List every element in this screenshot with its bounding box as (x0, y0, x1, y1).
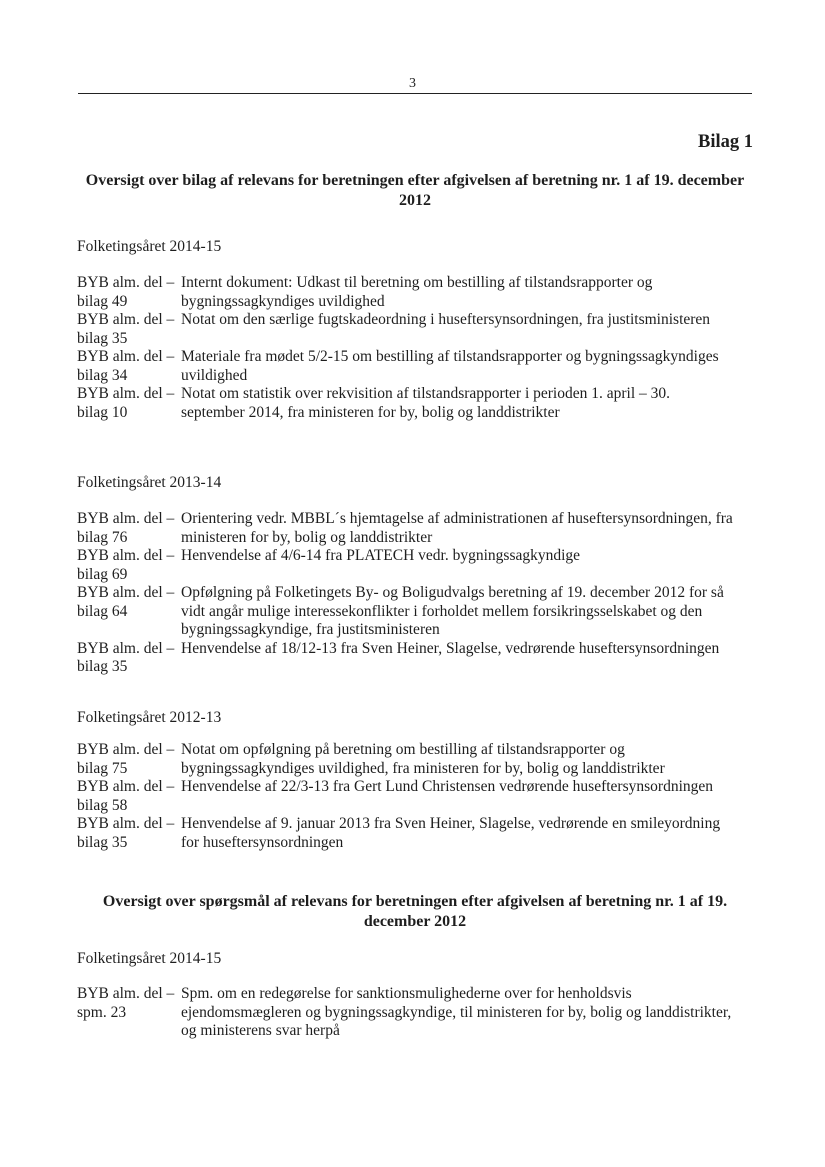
bilag-description: Internt dokument: Udkast til beretning om bestilling af tilstandsrapporter og bygningssagkyndiges uvildighed (181, 274, 653, 310)
header-rule (78, 93, 752, 94)
bilag-list-2013-14 (77, 510, 737, 677)
list-item (77, 640, 737, 677)
bilag-list-2012-13 (77, 741, 737, 852)
bilag-reference: BYB alm. del – bilag 35 (77, 639, 175, 675)
bilag-reference: BYB alm. del – bilag 75 (77, 741, 175, 777)
question-description: Spm. om en redegørelse for sanktionsmulighederne over for henholdsvis ejendomsmægleren og bygningssagkyndige, til ministeren for by, bolig og landdistrikter, og ministerens svar herpå (181, 985, 732, 1039)
bilag-reference: BYB alm. del – bilag 69 (77, 547, 175, 583)
bilag-reference: BYB alm. del – bilag 76 (77, 510, 175, 546)
list-item (77, 815, 737, 852)
bilag-reference: BYB alm. del – bilag 35 (77, 311, 175, 347)
bilag-description: Materiale fra mødet 5/2-15 om bestilling af tilstandsrapporter og bygningssagkyndiges uvildighed (181, 348, 719, 384)
list-item (77, 547, 737, 584)
year-heading-2014-15: Folketingsåret 2014-15 (77, 238, 222, 255)
bilag-description: Orientering vedr. MBBL´s hjemtagelse af administrationen af huseftersynsordningen, fra ministeren for by, bolig og landdistrikter (181, 510, 733, 546)
question-list-2014-15 (77, 985, 737, 1041)
list-item (77, 385, 737, 422)
list-item (77, 311, 737, 348)
appendix-label: Bilag 1 (698, 132, 753, 152)
bilag-reference: BYB alm. del – bilag 35 (77, 815, 175, 851)
bilag-description: Henvendelse af 4/6-14 fra PLATECH vedr. bygningssagkyndige (181, 547, 581, 564)
list-item (77, 741, 737, 778)
bilag-description: Notat om statistik over rekvisition af tilstandsrapporter i perioden 1. april – 30. september 2014, fra ministeren for by, bolig og landdistrikter (181, 385, 671, 421)
list-item (77, 510, 737, 547)
bilag-description: Notat om den særlige fugtskadeordning i huseftersynsordningen, fra justitsministeren (181, 311, 711, 328)
year-heading-2013-14: Folketingsåret 2013-14 (77, 474, 222, 491)
list-item (77, 348, 737, 385)
bilag-reference: BYB alm. del – bilag 49 (77, 274, 175, 310)
bilag-reference: BYB alm. del – bilag 10 (77, 385, 175, 421)
bilag-description: Henvendelse af 9. januar 2013 fra Sven Heiner, Slagelse, vedrørende en smileyordning for huseftersynsordningen (181, 815, 721, 851)
bilag-overview-title: Oversigt over bilag af relevans for beretningen efter afgivelsen af beretning nr. 1 af 19. december 2012 (85, 172, 745, 209)
bilag-list-2014-15 (77, 274, 737, 422)
list-item (77, 778, 737, 815)
list-item (77, 584, 737, 640)
bilag-description: Henvendelse af 18/12-13 fra Sven Heiner, Slagelse, vedrørende huseftersynsordningen (181, 639, 720, 657)
year-heading-questions-2014-15: Folketingsåret 2014-15 (77, 950, 222, 967)
bilag-description: Opfølgning på Folketingets By- og Boligudvalgs beretning af 19. december 2012 for så vidt angår mulige interessekonflikter i forholdet mellem forsikringsselskabet og den bygningssagkyndige, fra justitsministeren (181, 584, 724, 638)
bilag-reference: BYB alm. del – bilag 34 (77, 348, 175, 384)
list-item (77, 985, 737, 1041)
bilag-description: Notat om opfølgning på beretning om bestilling af tilstandsrapporter og bygningssagkyndiges uvildighed, fra ministeren for by, bolig og landdistrikter (181, 741, 665, 777)
bilag-reference: BYB alm. del – bilag 58 (77, 778, 175, 814)
bilag-reference: BYB alm. del – bilag 64 (77, 584, 175, 620)
year-heading-2012-13: Folketingsåret 2012-13 (77, 709, 222, 726)
page-number: 3 (409, 76, 416, 91)
question-reference: BYB alm. del – spm. 23 (77, 985, 175, 1021)
list-item (77, 274, 737, 311)
bilag-description: Henvendelse af 22/3-13 fra Gert Lund Christensen vedrørende huseftersynsordningen (181, 778, 714, 795)
questions-overview-title: Oversigt over spørgsmål af relevans for beretningen efter afgivelsen af beretning nr. 1 af 19. december 2012 (102, 893, 728, 930)
